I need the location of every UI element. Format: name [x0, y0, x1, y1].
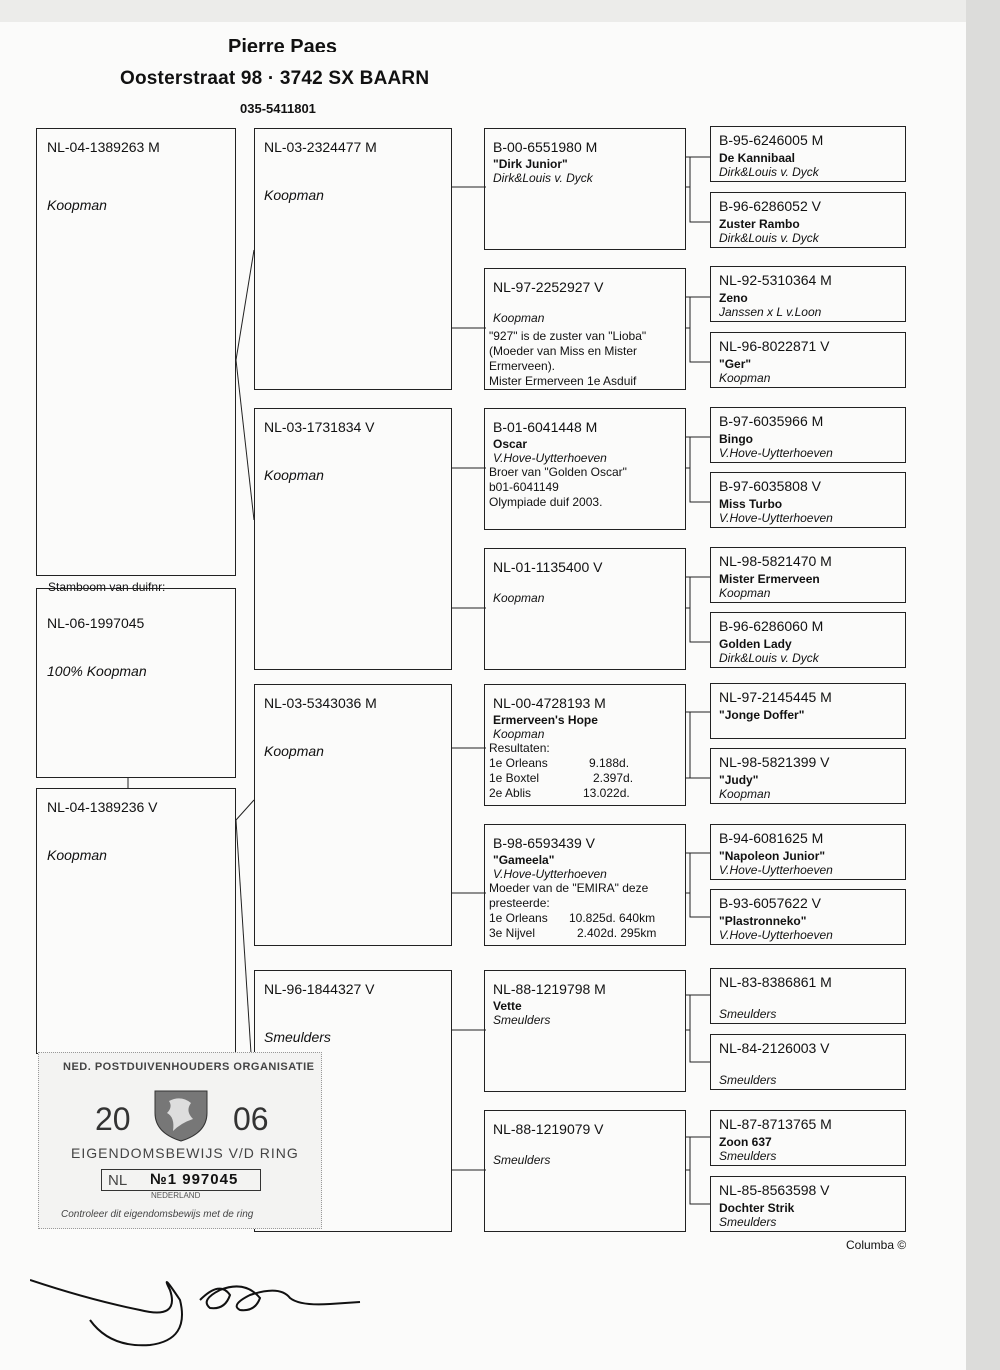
- pigeon-name: Miss Turbo: [719, 497, 783, 511]
- ownership-certificate-stamp: [38, 1052, 322, 1229]
- breeder: Smeulders: [493, 1153, 551, 1167]
- breeder: Dirk&Louis v. Dyck: [719, 651, 819, 665]
- result-value: 2.397d.: [593, 771, 634, 785]
- ring-number: NL-87-8713765 M: [719, 1116, 832, 1132]
- ring-number: NL-04-1389236 V: [47, 799, 158, 815]
- ring-number: NL-03-5343036 M: [264, 695, 377, 711]
- pigeon-name: Zeno: [719, 291, 748, 305]
- breeder: Smeulders: [719, 1215, 777, 1229]
- pedigree-box-gen4: [710, 1110, 906, 1166]
- pigeon-name: "Jonge Doffer": [719, 708, 805, 722]
- pedigree-box-gen2: [254, 408, 452, 670]
- pedigree-box-gen4: [710, 547, 906, 603]
- ring-number: B-93-6057622 V: [719, 895, 821, 911]
- pigeon-name: "Judy": [719, 773, 759, 787]
- ring-number: NL-84-2126003 V: [719, 1040, 830, 1056]
- note-line: presteerde:: [489, 896, 550, 910]
- breeder: 100% Koopman: [47, 663, 147, 679]
- breeder: Smeulders: [719, 1007, 777, 1021]
- result-value: 2.402d. 295km: [577, 926, 657, 940]
- pigeon-name: "Ger": [719, 357, 752, 371]
- breeder: Dirk&Louis v. Dyck: [493, 171, 593, 185]
- pigeon-name: "Napoleon Junior": [719, 849, 826, 863]
- ring-number: NL-01-1135400 V: [493, 559, 603, 575]
- ring-number: NL-96-8022871 V: [719, 338, 830, 354]
- breeder: V.Hove-Uytterhoeven: [719, 863, 833, 877]
- stamp-year-left: 20: [95, 1101, 131, 1137]
- pigeon-name: Mister Ermerveen: [719, 572, 820, 586]
- pigeon-name: Zoon 637: [719, 1135, 772, 1149]
- breeder: Koopman: [493, 591, 545, 605]
- pigeon-name: Zuster Rambo: [719, 217, 800, 231]
- pedigree-box-gen4: [710, 683, 906, 739]
- breeder: V.Hove-Uytterhoeven: [719, 446, 833, 460]
- ring-number: NL-03-2324477 M: [264, 139, 377, 155]
- breeder: V.Hove-Uytterhoeven: [719, 928, 833, 942]
- ring-number: NL-03-1731834 V: [264, 419, 375, 435]
- pedigree-box-gen4: [710, 407, 906, 463]
- breeder: Smeulders: [264, 1029, 331, 1045]
- note-line: b01-6041149: [489, 480, 559, 494]
- pedigree-box-gen4: [710, 266, 906, 322]
- ring-number: NL-97-2145445 M: [719, 689, 832, 705]
- breeder: Koopman: [264, 467, 324, 483]
- pigeon-name: "Plastronneko": [719, 914, 807, 928]
- stamp-control-text: Controleer dit eigendomsbewijs met de ring: [61, 1209, 254, 1220]
- pigeon-name: Oscar: [493, 437, 528, 451]
- pedigree-box-gen4: [710, 126, 906, 182]
- pedigree-box-gen4: [710, 889, 906, 945]
- owner-phone: 035-5411801: [240, 101, 316, 116]
- breeder: Smeulders: [719, 1149, 777, 1163]
- pigeon-name: "Dirk Junior": [493, 157, 568, 171]
- note-line: Olympiade duif 2003.: [489, 495, 603, 509]
- note-line: Mister Ermerveen 1e Asduif: [489, 374, 637, 388]
- ring-number: B-95-6246005 M: [719, 132, 824, 148]
- breeder: Smeulders: [719, 1073, 777, 1087]
- pedigree-box-gen4: [710, 1176, 906, 1232]
- note-line: Ermerveen).: [489, 359, 556, 373]
- pedigree-box-gen4: [710, 472, 906, 528]
- pedigree-box-gen2: [254, 128, 452, 390]
- pedigree-box-gen4: [710, 1034, 906, 1090]
- pigeon-name: "Gameela": [493, 853, 555, 867]
- pigeon-name: Vette: [493, 999, 522, 1013]
- pedigree-box-gen4: [710, 192, 906, 248]
- ring-number: NL-88-1219798 M: [493, 981, 606, 997]
- pedigree-box-gen3: [484, 684, 686, 806]
- breeder: Koopman: [719, 371, 771, 385]
- result-race: 1e Boxtel: [489, 771, 540, 785]
- pedigree-box-gen3: [484, 128, 686, 250]
- stamp-ring-number: №1 997045: [150, 1171, 239, 1188]
- note-line: Broer van "Golden Oscar": [489, 465, 627, 479]
- columba-brand: Columba ©: [846, 1238, 907, 1252]
- owner-address: Oosterstraat 98 · 3742 SX BAARN: [120, 68, 430, 89]
- stamp-year-right: 06: [233, 1101, 269, 1137]
- ring-number: NL-85-8563598 V: [719, 1182, 830, 1198]
- breeder: Koopman: [493, 311, 545, 325]
- breeder: Smeulders: [493, 1013, 551, 1027]
- stamp-country: NL: [108, 1172, 128, 1189]
- note-line: (Moeder van Miss en Mister: [489, 344, 638, 358]
- breeder: V.Hove-Uytterhoeven: [493, 867, 607, 881]
- pigeon-name: Golden Lady: [719, 637, 792, 651]
- pedigree-box-gen4: [710, 612, 906, 668]
- pedigree-box-gen4: [710, 748, 906, 804]
- breeder: V.Hove-Uytterhoeven: [719, 511, 833, 525]
- pedigree-box-gen3: [484, 970, 686, 1092]
- ring-number: B-01-6041448 M: [493, 419, 598, 435]
- breeder: Dirk&Louis v. Dyck: [719, 231, 819, 245]
- breeder: Koopman: [264, 187, 324, 203]
- ring-number: NL-98-5821470 M: [719, 553, 832, 569]
- result-race: 1e Orleans: [489, 756, 548, 770]
- ring-number: NL-88-1219079 V: [493, 1121, 604, 1137]
- breeder: Koopman: [264, 743, 324, 759]
- results-title: Resultaten:: [489, 741, 550, 755]
- result-race: 1e Orleans: [489, 911, 548, 925]
- ring-number: NL-96-1844327 V: [264, 981, 375, 997]
- breeder: Koopman: [719, 586, 771, 600]
- ring-number: B-00-6551980 M: [493, 139, 598, 155]
- ring-number: B-96-6286052 V: [719, 198, 821, 214]
- breeder: Dirk&Louis v. Dyck: [719, 165, 819, 179]
- pedigree-box-gen3: [484, 824, 686, 946]
- ring-number: NL-97-2252927 V: [493, 279, 604, 295]
- pedigree-box-gen2: [254, 684, 452, 946]
- pedigree-box-dam: [36, 788, 236, 1054]
- ring-number: B-98-6593439 V: [493, 835, 595, 851]
- pigeon-name: Dochter Strik: [719, 1201, 795, 1215]
- result-value: 10.825d. 640km: [569, 911, 656, 925]
- ring-number: NL-06-1997045: [47, 615, 145, 631]
- lion-crest-icon: [145, 1083, 217, 1143]
- breeder: Koopman: [47, 197, 107, 213]
- pedigree-label: Stamboom van duifnr:: [48, 580, 166, 594]
- result-race: 3e Nijvel: [489, 926, 536, 940]
- pedigree-box-gen3: [484, 268, 686, 390]
- ring-number: B-97-6035966 M: [719, 413, 824, 429]
- pigeon-name: De Kannibaal: [719, 151, 796, 165]
- ring-number: B-94-6081625 M: [719, 830, 824, 846]
- pedigree-box-gen3: [484, 1110, 686, 1232]
- pedigree-box-gen3: [484, 548, 686, 670]
- ring-number: B-97-6035808 V: [719, 478, 821, 494]
- ring-number: B-96-6286060 M: [719, 618, 824, 634]
- ring-number: NL-92-5310364 M: [719, 272, 832, 288]
- breeder: Koopman: [719, 787, 771, 801]
- pigeon-name: Bingo: [719, 432, 753, 446]
- result-value: 13.022d.: [583, 786, 630, 800]
- pedigree-box-subject: [36, 588, 236, 778]
- ring-number: NL-98-5821399 V: [719, 754, 830, 770]
- pedigree-box-sire: [36, 128, 236, 576]
- note-line: "927" is de zuster van "Lioba": [489, 329, 647, 343]
- pedigree-box-gen4: [710, 824, 906, 880]
- ring-number: NL-04-1389263 M: [47, 139, 160, 155]
- pedigree-box-gen3: [484, 408, 686, 530]
- ring-number: NL-83-8386861 M: [719, 974, 832, 990]
- pedigree-box-gen4: [710, 968, 906, 1024]
- result-value: 9.188d.: [589, 756, 630, 770]
- owner-name: Pierre Paes: [228, 36, 337, 52]
- result-race: 2e Ablis: [489, 786, 532, 800]
- note-line: Moeder van de "EMIRA" deze: [489, 881, 649, 895]
- stamp-land: NEDERLAND: [151, 1191, 201, 1200]
- stamp-organisation: NED. POSTDUIVENHOUDERS ORGANISATIE: [63, 1061, 315, 1073]
- pedigree-box-gen4: [710, 332, 906, 388]
- ring-number: NL-00-4728193 M: [493, 695, 606, 711]
- stamp-ring-text: EIGENDOMSBEWIJS V/D RING: [71, 1145, 299, 1161]
- stamp-number-box: [101, 1169, 261, 1191]
- breeder: Koopman: [493, 727, 545, 741]
- signature: [30, 1250, 370, 1350]
- pigeon-name: Ermerveen's Hope: [493, 713, 598, 727]
- breeder: V.Hove-Uytterhoeven: [493, 451, 607, 465]
- breeder: Koopman: [47, 847, 107, 863]
- breeder: Janssen x L v.Loon: [719, 305, 822, 319]
